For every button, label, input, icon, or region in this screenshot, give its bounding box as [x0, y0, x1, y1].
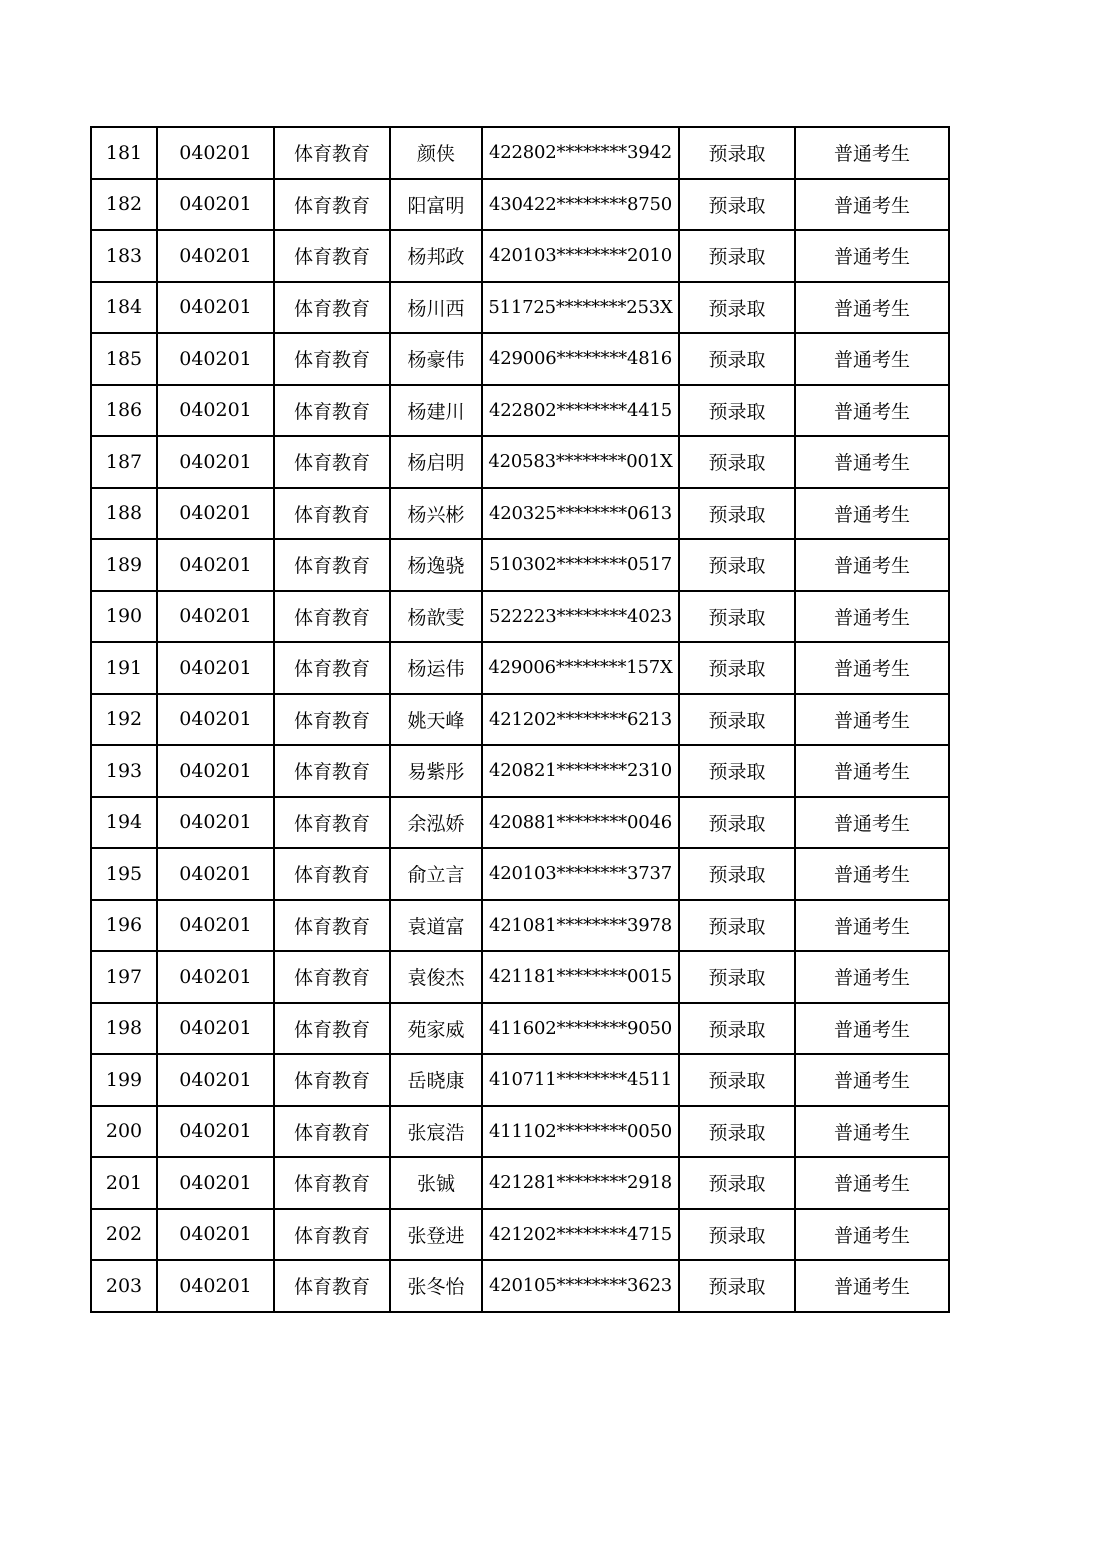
- table-row: [91, 436, 949, 488]
- cell-major-name: 体育教育: [274, 797, 390, 849]
- cell-admission-status: 预录取: [679, 1003, 795, 1055]
- cell-major-code: 040201: [157, 539, 274, 591]
- cell-student-name: 杨运伟: [390, 642, 482, 694]
- cell-id-number: 429006********4816: [482, 333, 679, 385]
- cell-major-code: 040201: [157, 333, 274, 385]
- cell-major-name: 体育教育: [274, 642, 390, 694]
- cell-student-name: 张宸浩: [390, 1106, 482, 1158]
- cell-admission-status: 预录取: [679, 230, 795, 282]
- cell-major-code: 040201: [157, 1157, 274, 1209]
- cell-candidate-type: 普通考生: [795, 1106, 949, 1158]
- cell-admission-status: 预录取: [679, 900, 795, 952]
- cell-id-number: 421202********6213: [482, 694, 679, 746]
- cell-id-number: 411602********9050: [482, 1003, 679, 1055]
- cell-student-name: 俞立言: [390, 848, 482, 900]
- table-row: [91, 694, 949, 746]
- cell-admission-status: 预录取: [679, 1054, 795, 1106]
- cell-sequence-number: 197: [91, 951, 157, 1003]
- cell-admission-status: 预录取: [679, 127, 795, 179]
- table-row: [91, 1209, 949, 1261]
- table-row: [91, 230, 949, 282]
- cell-id-number: 420105********3623: [482, 1260, 679, 1312]
- cell-candidate-type: 普通考生: [795, 797, 949, 849]
- table-row: [91, 591, 949, 643]
- cell-id-number: 420881********0046: [482, 797, 679, 849]
- cell-admission-status: 预录取: [679, 951, 795, 1003]
- cell-admission-status: 预录取: [679, 1157, 795, 1209]
- cell-candidate-type: 普通考生: [795, 127, 949, 179]
- cell-id-number: 430422********8750: [482, 179, 679, 231]
- cell-sequence-number: 190: [91, 591, 157, 643]
- cell-candidate-type: 普通考生: [795, 539, 949, 591]
- cell-id-number: 421202********4715: [482, 1209, 679, 1261]
- cell-major-name: 体育教育: [274, 1157, 390, 1209]
- cell-major-name: 体育教育: [274, 1106, 390, 1158]
- cell-major-code: 040201: [157, 127, 274, 179]
- cell-admission-status: 预录取: [679, 333, 795, 385]
- cell-student-name: 岳晓康: [390, 1054, 482, 1106]
- cell-admission-status: 预录取: [679, 539, 795, 591]
- cell-id-number: 411102********0050: [482, 1106, 679, 1158]
- cell-major-code: 040201: [157, 694, 274, 746]
- cell-major-name: 体育教育: [274, 539, 390, 591]
- cell-sequence-number: 182: [91, 179, 157, 231]
- cell-candidate-type: 普通考生: [795, 179, 949, 231]
- cell-student-name: 杨歆雯: [390, 591, 482, 643]
- table-row: [91, 488, 949, 540]
- cell-sequence-number: 185: [91, 333, 157, 385]
- cell-admission-status: 预录取: [679, 797, 795, 849]
- cell-student-name: 杨启明: [390, 436, 482, 488]
- cell-id-number: 420325********0613: [482, 488, 679, 540]
- cell-major-name: 体育教育: [274, 230, 390, 282]
- cell-major-name: 体育教育: [274, 436, 390, 488]
- cell-major-code: 040201: [157, 745, 274, 797]
- cell-admission-status: 预录取: [679, 488, 795, 540]
- cell-sequence-number: 203: [91, 1260, 157, 1312]
- cell-id-number: 421281********2918: [482, 1157, 679, 1209]
- cell-major-code: 040201: [157, 1209, 274, 1261]
- table-row: [91, 1054, 949, 1106]
- cell-major-name: 体育教育: [274, 1054, 390, 1106]
- cell-sequence-number: 183: [91, 230, 157, 282]
- cell-admission-status: 预录取: [679, 1260, 795, 1312]
- cell-candidate-type: 普通考生: [795, 642, 949, 694]
- table-row: [91, 745, 949, 797]
- cell-candidate-type: 普通考生: [795, 488, 949, 540]
- cell-admission-status: 预录取: [679, 848, 795, 900]
- cell-student-name: 张登进: [390, 1209, 482, 1261]
- table-row: [91, 127, 949, 179]
- cell-candidate-type: 普通考生: [795, 230, 949, 282]
- cell-candidate-type: 普通考生: [795, 694, 949, 746]
- cell-candidate-type: 普通考生: [795, 1260, 949, 1312]
- table-row: [91, 1106, 949, 1158]
- cell-id-number: 422802********3942: [482, 127, 679, 179]
- cell-major-code: 040201: [157, 179, 274, 231]
- cell-major-name: 体育教育: [274, 1260, 390, 1312]
- table-row: [91, 1157, 949, 1209]
- cell-student-name: 苑家威: [390, 1003, 482, 1055]
- cell-candidate-type: 普通考生: [795, 1209, 949, 1261]
- cell-major-name: 体育教育: [274, 488, 390, 540]
- cell-student-name: 杨逸骁: [390, 539, 482, 591]
- cell-id-number: 510302********0517: [482, 539, 679, 591]
- cell-admission-status: 预录取: [679, 591, 795, 643]
- table-row: [91, 900, 949, 952]
- cell-candidate-type: 普通考生: [795, 745, 949, 797]
- cell-student-name: 张铖: [390, 1157, 482, 1209]
- cell-major-code: 040201: [157, 1106, 274, 1158]
- cell-sequence-number: 189: [91, 539, 157, 591]
- cell-major-name: 体育教育: [274, 333, 390, 385]
- cell-student-name: 杨邦政: [390, 230, 482, 282]
- cell-sequence-number: 184: [91, 282, 157, 334]
- cell-student-name: 杨兴彬: [390, 488, 482, 540]
- cell-id-number: 511725********253X: [482, 282, 679, 334]
- admission-list-table: [90, 126, 950, 1313]
- cell-student-name: 姚天峰: [390, 694, 482, 746]
- cell-student-name: 颜侠: [390, 127, 482, 179]
- cell-major-code: 040201: [157, 591, 274, 643]
- cell-major-name: 体育教育: [274, 282, 390, 334]
- cell-sequence-number: 202: [91, 1209, 157, 1261]
- cell-major-code: 040201: [157, 436, 274, 488]
- cell-sequence-number: 200: [91, 1106, 157, 1158]
- cell-major-code: 040201: [157, 797, 274, 849]
- cell-major-code: 040201: [157, 282, 274, 334]
- cell-student-name: 余泓娇: [390, 797, 482, 849]
- cell-major-code: 040201: [157, 1003, 274, 1055]
- table-body: [91, 127, 949, 1312]
- cell-id-number: 420821********2310: [482, 745, 679, 797]
- cell-student-name: 杨建川: [390, 385, 482, 437]
- cell-id-number: 420103********3737: [482, 848, 679, 900]
- cell-id-number: 421181********0015: [482, 951, 679, 1003]
- cell-sequence-number: 187: [91, 436, 157, 488]
- cell-candidate-type: 普通考生: [795, 1054, 949, 1106]
- cell-major-name: 体育教育: [274, 385, 390, 437]
- table-row: [91, 179, 949, 231]
- cell-admission-status: 预录取: [679, 385, 795, 437]
- cell-student-name: 张冬怡: [390, 1260, 482, 1312]
- table-row: [91, 642, 949, 694]
- cell-sequence-number: 198: [91, 1003, 157, 1055]
- cell-sequence-number: 188: [91, 488, 157, 540]
- cell-admission-status: 预录取: [679, 436, 795, 488]
- cell-admission-status: 预录取: [679, 179, 795, 231]
- cell-admission-status: 预录取: [679, 1106, 795, 1158]
- cell-sequence-number: 186: [91, 385, 157, 437]
- table-row: [91, 797, 949, 849]
- cell-candidate-type: 普通考生: [795, 282, 949, 334]
- cell-id-number: 410711********4511: [482, 1054, 679, 1106]
- cell-student-name: 阳富明: [390, 179, 482, 231]
- cell-major-name: 体育教育: [274, 951, 390, 1003]
- cell-id-number: 421081********3978: [482, 900, 679, 952]
- table-row: [91, 951, 949, 1003]
- table-row: [91, 385, 949, 437]
- cell-admission-status: 预录取: [679, 642, 795, 694]
- cell-major-code: 040201: [157, 230, 274, 282]
- cell-id-number: 420583********001X: [482, 436, 679, 488]
- cell-major-name: 体育教育: [274, 127, 390, 179]
- cell-candidate-type: 普通考生: [795, 591, 949, 643]
- cell-candidate-type: 普通考生: [795, 951, 949, 1003]
- cell-major-name: 体育教育: [274, 1209, 390, 1261]
- cell-student-name: 杨豪伟: [390, 333, 482, 385]
- cell-admission-status: 预录取: [679, 282, 795, 334]
- cell-major-name: 体育教育: [274, 591, 390, 643]
- cell-major-name: 体育教育: [274, 848, 390, 900]
- cell-major-name: 体育教育: [274, 900, 390, 952]
- cell-candidate-type: 普通考生: [795, 436, 949, 488]
- cell-major-code: 040201: [157, 951, 274, 1003]
- cell-candidate-type: 普通考生: [795, 900, 949, 952]
- cell-candidate-type: 普通考生: [795, 848, 949, 900]
- cell-id-number: 522223********4023: [482, 591, 679, 643]
- cell-candidate-type: 普通考生: [795, 385, 949, 437]
- cell-sequence-number: 195: [91, 848, 157, 900]
- table-row: [91, 848, 949, 900]
- cell-major-name: 体育教育: [274, 694, 390, 746]
- cell-sequence-number: 199: [91, 1054, 157, 1106]
- cell-major-name: 体育教育: [274, 745, 390, 797]
- cell-candidate-type: 普通考生: [795, 1157, 949, 1209]
- cell-major-code: 040201: [157, 1260, 274, 1312]
- cell-candidate-type: 普通考生: [795, 1003, 949, 1055]
- cell-major-code: 040201: [157, 488, 274, 540]
- cell-sequence-number: 196: [91, 900, 157, 952]
- cell-major-name: 体育教育: [274, 1003, 390, 1055]
- table-row: [91, 539, 949, 591]
- cell-major-code: 040201: [157, 1054, 274, 1106]
- cell-id-number: 422802********4415: [482, 385, 679, 437]
- table-row: [91, 333, 949, 385]
- cell-sequence-number: 191: [91, 642, 157, 694]
- cell-major-code: 040201: [157, 385, 274, 437]
- cell-id-number: 420103********2010: [482, 230, 679, 282]
- cell-major-code: 040201: [157, 900, 274, 952]
- cell-student-name: 袁俊杰: [390, 951, 482, 1003]
- cell-id-number: 429006********157X: [482, 642, 679, 694]
- cell-admission-status: 预录取: [679, 1209, 795, 1261]
- cell-major-name: 体育教育: [274, 179, 390, 231]
- table-row: [91, 1003, 949, 1055]
- table-row: [91, 1260, 949, 1312]
- cell-sequence-number: 201: [91, 1157, 157, 1209]
- table-row: [91, 282, 949, 334]
- cell-admission-status: 预录取: [679, 745, 795, 797]
- cell-major-code: 040201: [157, 848, 274, 900]
- cell-major-code: 040201: [157, 642, 274, 694]
- cell-sequence-number: 181: [91, 127, 157, 179]
- cell-student-name: 杨川西: [390, 282, 482, 334]
- cell-sequence-number: 192: [91, 694, 157, 746]
- cell-student-name: 易紫彤: [390, 745, 482, 797]
- cell-student-name: 袁道富: [390, 900, 482, 952]
- cell-sequence-number: 194: [91, 797, 157, 849]
- cell-admission-status: 预录取: [679, 694, 795, 746]
- cell-candidate-type: 普通考生: [795, 333, 949, 385]
- cell-sequence-number: 193: [91, 745, 157, 797]
